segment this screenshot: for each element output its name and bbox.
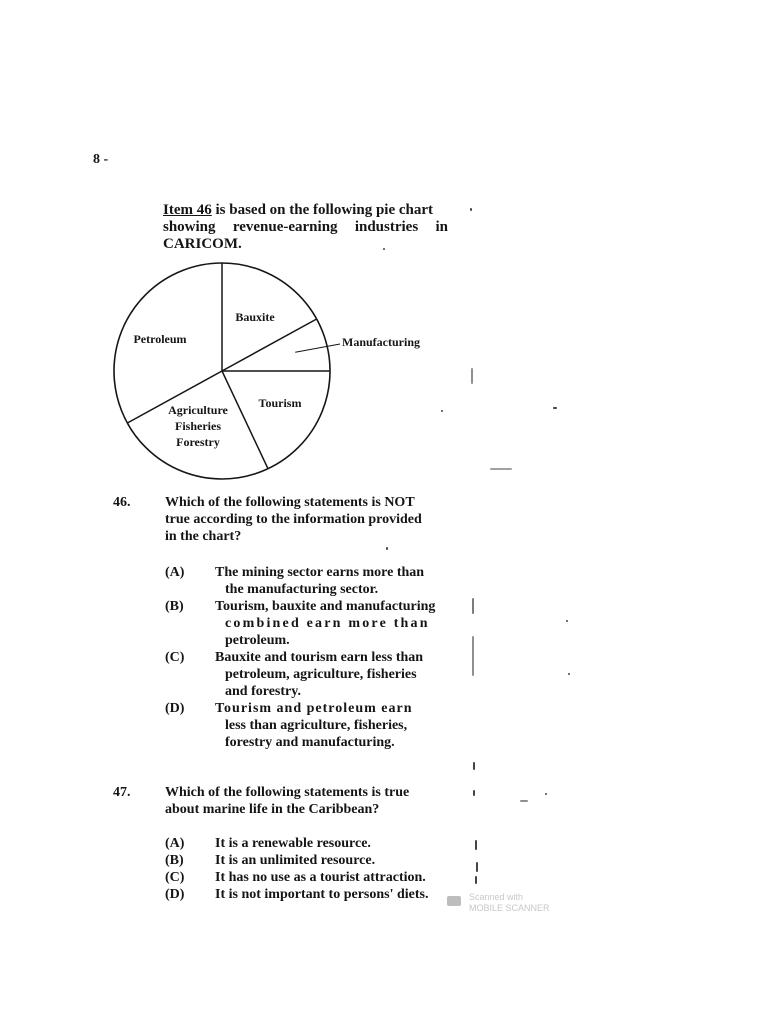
option-b-letter: (B) [165, 853, 184, 868]
pie-slice-boundary [222, 319, 317, 371]
scan-speck [566, 620, 568, 622]
pie-slice-label: Manufacturing [342, 335, 420, 349]
option-b-text: It is an unlimited resource. [215, 853, 376, 868]
scan-speck [545, 793, 547, 795]
option-b-letter: (B) [165, 599, 184, 614]
question-47 [0, 784, 768, 914]
intro-line-3: CARICOM. [163, 236, 242, 252]
option-b-text: Tourism, bauxite and manufacturing combined earn more than petroleum. [215, 599, 436, 648]
pie-chart [100, 262, 445, 480]
scan-speck [553, 407, 557, 409]
option-a-letter: (A) [165, 836, 185, 851]
question-46 [0, 494, 768, 764]
question-number: 47. [113, 785, 131, 800]
option-d-text: Tourism and petroleum earn less than agriculture, fisheries, forestry and manufacturing. [215, 701, 413, 750]
scan-speck [472, 598, 474, 614]
scan-speck [475, 876, 477, 884]
question-stem: Which of the following statements is NOT true according to the information provided in the chart? [165, 495, 422, 544]
question-number: 46. [113, 495, 131, 510]
pie-slice-label: Petroleum [133, 332, 187, 346]
option-d-letter: (D) [165, 887, 185, 902]
leader-line [295, 344, 340, 352]
scan-speck [472, 636, 474, 676]
pie-slice-label: Tourism [258, 396, 302, 410]
intro-line-2: showing revenue-earning industries in [163, 219, 448, 235]
scan-speck [441, 410, 443, 412]
option-a-letter: (A) [165, 565, 185, 580]
option-d-text: It is not important to persons' diets. [215, 887, 429, 902]
scanner-watermark: Scanned with MOBILE SCANNER [469, 892, 550, 913]
scan-speck [475, 840, 477, 850]
option-a-text: The mining sector earns more than the manufacturing sector. [215, 565, 425, 597]
scan-speck [568, 673, 570, 675]
scan-speck [473, 790, 475, 796]
option-c-letter: (C) [165, 650, 185, 665]
pie-slice-boundary [222, 371, 268, 469]
scan-speck [386, 547, 388, 550]
option-c-letter: (C) [165, 870, 185, 885]
option-c-text: It has no use as a tourist attraction. [215, 870, 426, 885]
scan-speck [520, 800, 528, 802]
pie-slice-label: Bauxite [235, 310, 275, 324]
page-number: 8 - [93, 152, 109, 167]
option-c-text: Bauxite and tourism earn less than petroleum, agriculture, fisheries and forestry. [215, 650, 424, 699]
scan-speck [470, 208, 472, 211]
item-reference: Item 46 [163, 202, 212, 218]
scan-speck [471, 368, 473, 384]
scan-speck [383, 248, 385, 250]
option-d-letter: (D) [165, 701, 185, 716]
pie-slice-label: Agriculture Fisheries Forestry [168, 403, 228, 449]
question-stem: Which of the following statements is true about marine life in the Caribbean? [165, 785, 410, 817]
intro-line-1: Item 46 is based on the following pie chart [163, 202, 434, 218]
scan-speck [476, 862, 478, 872]
item-intro [163, 202, 448, 253]
option-a-text: It is a renewable resource. [215, 836, 371, 851]
scan-speck [490, 468, 512, 470]
scan-speck [473, 762, 475, 770]
